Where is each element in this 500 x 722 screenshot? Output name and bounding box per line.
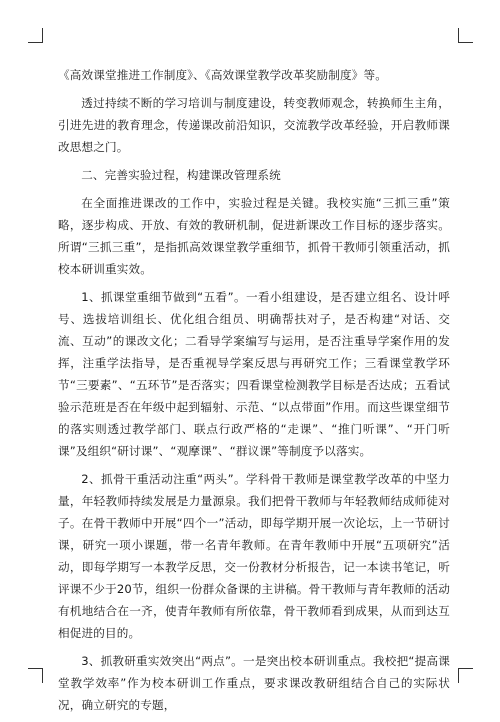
paragraph-training-intro: 透过持续不断的学习培训与制度建设，转变教师观念，转换师生主角，引进先进的教育理念，传递课改前沿知识，交流教学改革经验，开启教师课改思想之门。 <box>58 96 450 154</box>
paragraph-item-2: 2、抓骨干重活动注重“两头”。学科骨干教师是课堂教学改革的中坚力量，年轻教师持续发展是力量源泉。我们把骨干教师与年轻教师结成师徒对子。在骨干教师中开展“四个一”活动，即每学期开展一次论坛，上一节研讨课，研究一项小课题，带一名青年教师。在青年教师中开展“五项研究”活动，即每学期写一本教学反思，交一份教材分析报告，记一本读书笔记，听评课不少于20节，组织一份群众备课的主讲稿。骨干教师与青年教师的活动有机地结合在一齐，使青年教师有所依靠，骨干教师看到成果，从而到达互相促进的目的。 <box>58 472 450 640</box>
section-heading-2: 二、完善实验过程，构建课改管理系统 <box>81 168 281 182</box>
paragraph-continuation: 《高效课堂推进工作制度》、《高效课堂教学改革奖励制度》等。 <box>58 68 387 82</box>
paragraph-item-3: 3、抓教研重实效突出“两点”。一是突出校本研训重点。我校把“提高课堂教学效率”作为校本研训工作重点，要求课改教研组结合自己的实际状况，确立研究的专题， <box>58 654 450 712</box>
crop-mark-bottom-right <box>458 668 473 683</box>
paragraph-three-grasps: 在全面推进课改的工作中，实验过程是关键。我校实施“三抓三重”策略，逐步构成、开放、有效的教研机制，促进新课改工作目标的逐步落实。所谓“三抓三重”，是指抓高效课堂教学重细节，抓骨干教师引领重活动，抓校本研训重实效。 <box>58 196 450 276</box>
document-body <box>58 64 450 722</box>
crop-mark-top-left <box>28 28 43 43</box>
crop-mark-bottom-left <box>28 668 43 683</box>
crop-mark-top-right <box>458 28 473 43</box>
paragraph-item-1: 1、抓课堂重细节做到“五看”。一看小组建设，是否建立组名、设计呼号、选拔培训组长、优化组合组员、明确帮扶对子，是否构建“对话、交流、互动”的课改文化；二看导学案编写与运用，是否注重导学案作用的发挥，注重学法指导，是否重视导学案反思与再研究工作；三看课堂教学环节“三要素”、“五环节”是否落实；四看课堂检测教学目标是否达成；五看试验示范班是否在年级中起到辐射、示范、“以点带面”作用。而这些课堂细节的落实则透过教学部门、联点行政严格的“走课”、“推门听课”、“开门听课”及组织“研讨课”、“观摩课”、“群议课”等制度予以落实。 <box>58 290 450 458</box>
